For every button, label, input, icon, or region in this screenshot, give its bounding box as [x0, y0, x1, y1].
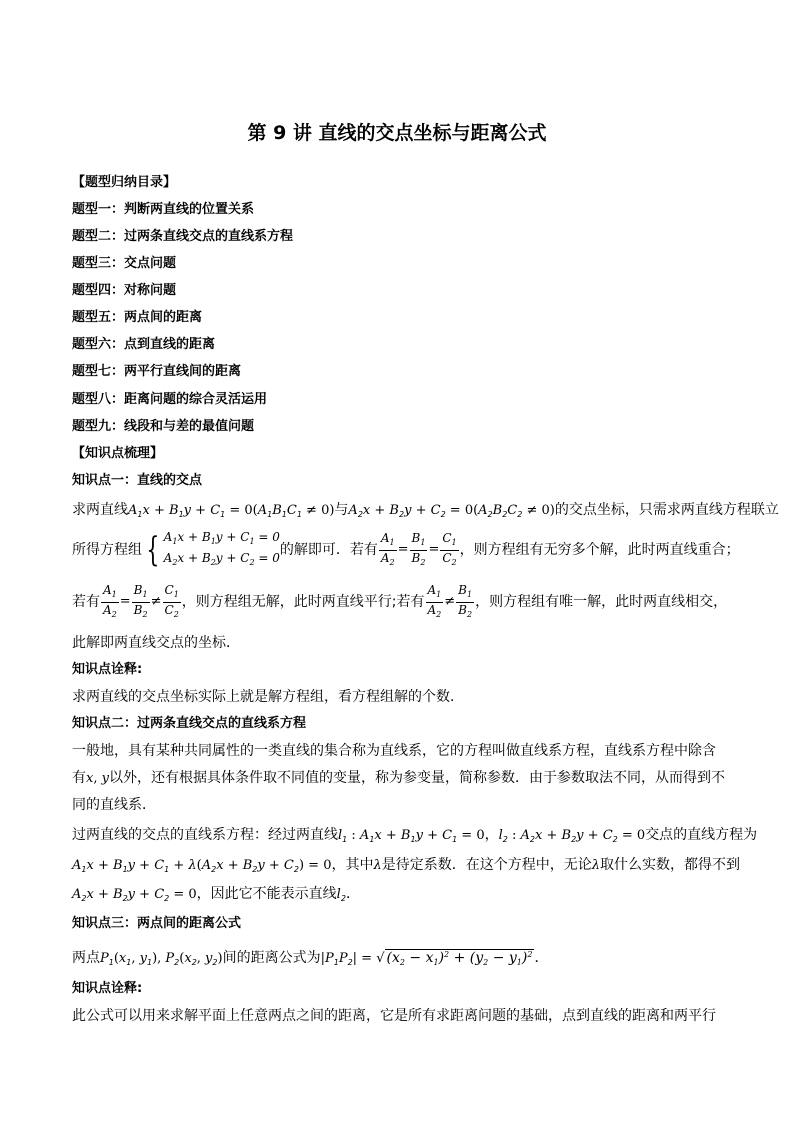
- k2-para-1: 一般地，具有某种共同属性的一类直线的集合称为直线系，它的方程叫做直线系方程，直线系方程中除含: [72, 743, 716, 759]
- catalog-item-4: 题型四：对称问题: [72, 283, 177, 298]
- k1-note-title: 知识点诠释:: [72, 662, 143, 677]
- catalog-item-6: 题型六：点到直线的距离: [72, 337, 216, 352]
- catalog-item-9: 题型九：线段和与差的最值问题: [72, 419, 255, 434]
- k1-line-2: 所得方程组 { $A_1x + B_1y + C_1 = 0$ $A_2x + B_2y + C_2 = 0$ 的解即可．若有 $\frac{A_1}{A_2}$ = $\frac{B_1}{B_2}$ = $\frac{C_1}{C_2}$ ，则方程组有无穷多个解，此时两直线重合；: [72, 530, 740, 570]
- k2-para-2: 有x, y以外，还有根据具体条件取不同值的变量，称为参变量，简称参数．由于参数取法不同，从而得到不: [72, 770, 725, 786]
- k1-title: 知识点一：直线的交点: [72, 473, 203, 488]
- k2-para-5: $A_1x + B_1y + C_1 + \lambda(A_2x + B_2y + C_2) = 0$，其中λ是待定系数．在这个方程中，无论λ取什么实数，都得不到: [72, 857, 740, 874]
- catalog-item-8: 题型八：距离问题的综合灵活运用: [72, 392, 268, 407]
- k1-line-3: 若有 $\frac{A_1}{A_2}$ = $\frac{B_1}{B_2}$ ≠ $\frac{C_1}{C_2}$ ，则方程组无解，此时两直线平行;若有 $\frac{A_1}{A_2}$ ≠ $\frac{B_1}{B_2}$ ，则方程组有唯一解，此时两直线相交，: [72, 582, 728, 619]
- k2-title: 知识点二：过两条直线交点的直线系方程: [72, 716, 307, 731]
- k3-note-title: 知识点诠释:: [72, 981, 143, 996]
- k1-line-1: 求两直线$A_1x + B_1y + C_1 = 0(A_1B_1C_1 \ne 0)$与$A_2x + B_2y + C_2 = 0(A_2B_2C_2 \ne 0)$的交点坐标，只需求两直线方程联立: [72, 502, 779, 519]
- catalog-item-1: 题型一：判断两直线的位置关系: [72, 202, 255, 217]
- equation-system: { $A_1x + B_1y + C_1 = 0$ $A_2x + B_2y + C_2 = 0$: [146, 530, 280, 570]
- k3-title: 知识点三：两点间的距离公式: [72, 916, 242, 931]
- k2-para-6: $A_2x + B_2y + C_2 = 0$，因此它不能表示直线$l_2$．: [72, 886, 360, 903]
- catalog-item-2: 题型二：过两条直线交点的直线系方程: [72, 229, 294, 244]
- catalog-item-5: 题型五：两点间的距离: [72, 310, 203, 325]
- k1-line-4: 此解即两直线交点的坐标．: [72, 635, 240, 651]
- k3-note: 此公式可以用来求解平面上任意两点之间的距离，它是所有求距离问题的基础，点到直线的距离和两平行: [72, 1008, 716, 1024]
- page-title: 第 9 讲 直线的交点坐标与距离公式: [247, 122, 547, 144]
- knowledge-heading: 【知识点梳理】: [72, 446, 164, 461]
- catalog-heading: 【题型归纳目录】: [72, 175, 177, 190]
- k2-para-3: 同的直线系．: [72, 797, 156, 813]
- catalog-item-7: 题型七：两平行直线间的距离: [72, 364, 242, 379]
- k1-note: 求两直线的交点坐标实际上就是解方程组，看方程组解的个数．: [72, 689, 464, 705]
- k3-para-1: 两点$P_1(x_1$, $y_1$), $P_2(x_2$, $y_2$)间的距离公式为$|P_1P_2|$ = √ $(x_2 - x_1)^2 + (y_2 - y_1)^2$ ．: [72, 950, 549, 967]
- k2-para-4: 过两直线的交点的直线系方程：经过两直线$l_1$ : $A_1x + B_1y + C_1 = 0$，$l_2$ : $A_2x + B_2y + C_2 = 0$交点的直线方程为: [72, 827, 758, 844]
- catalog-item-3: 题型三：交点问题: [72, 256, 177, 271]
